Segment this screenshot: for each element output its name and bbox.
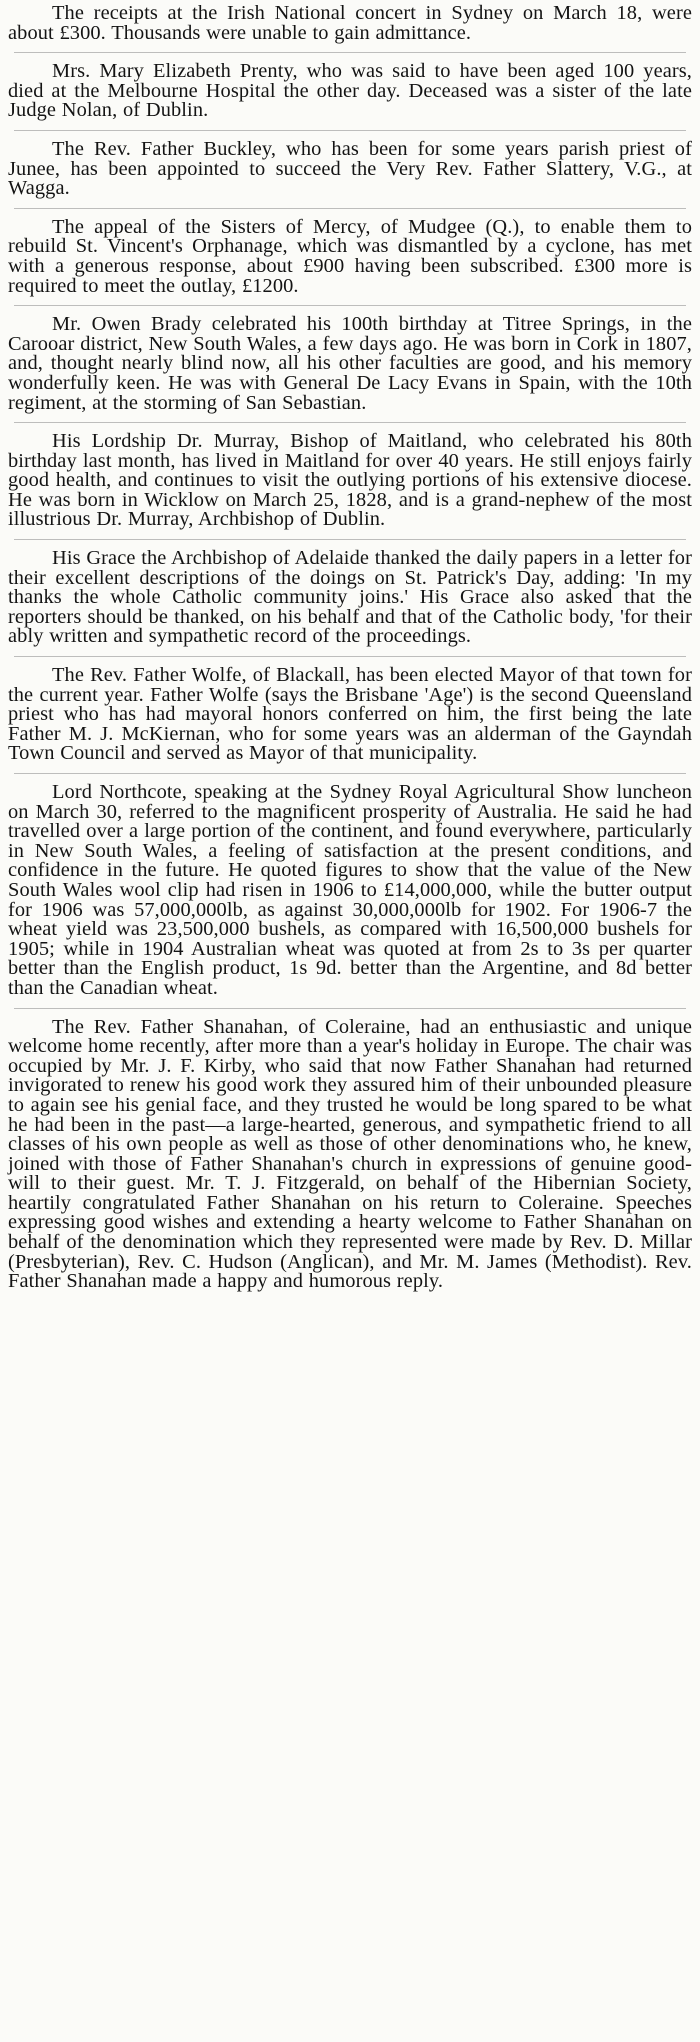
column-divider (14, 539, 686, 540)
column-divider (14, 305, 686, 306)
column-divider (14, 1008, 686, 1009)
news-item-shanahan-welcome: The Rev. Father Shanahan, of Coleraine, had an enthusiastic and unique welcome home recently, after more than a year's holiday in Europe. The chair was occupied by Mr. J. F. Kirby, who said that now Father Shanahan had returned invigorated to renew his good work they assured him of their unbounded pleasure to again see his genial face, and they trusted he would be long spared to be what he had been in the past—a large-hearted, generous, and sympathetic friend to all classes of his own people as well as those of other denominations who, he knew, joined with those of Father Shanahan's church in expressions of genuine good-will to their guest. Mr. T. J. Fitzgerald, on behalf of the Hibernian Society, heartily congratulated Father Shanahan on his return to Coleraine. Speeches expressing good wishes and extending a hearty welcome to Father Shanahan on behalf of the denomination which they represented were made by Rev. D. Millar (Presbyterian), Rev. C. Hudson (Anglican), and Mr. M. James (Methodist). Rev. Father Shanahan made a happy and humorous reply. (8, 1015, 692, 1293)
column-divider (14, 130, 686, 131)
news-item-archbishop-adelaide: His Grace the Archbishop of Adelaide thanked the daily papers in a letter for their excellent descriptions of the doings on St. Patrick's Day, adding: 'In my thanks the whole Catholic community joins.' His Grace also asked that the reporters should be thanked, on his behalf and that of the Catholic body, 'for their ably written and sympathetic record of the proceedings. (8, 547, 692, 648)
news-item-irish-concert: The receipts at the Irish National concert in Sydney on March 18, were about £300. Thousands were unable to gain admittance. (8, 2, 692, 44)
column-divider (14, 208, 686, 209)
column-divider (14, 52, 686, 53)
column-divider (14, 422, 686, 423)
news-item-father-wolfe-mayor: The Rev. Father Wolfe, of Blackall, has been elected Mayor of that town for the current year. Father Wolfe (says the Brisbane 'Age') is the second Queensland priest who has had mayoral honors conferred on him, the first being the late Father M. J. McKiernan, who for some years was an alderman of the Gayndah Town Council and served as Mayor of that municipality. (8, 664, 692, 765)
news-item-mudgee-orphanage: The appeal of the Sisters of Mercy, of Mudgee (Q.), to enable them to rebuild St. Vincent's Orphanage, which was dismantled by a cyclone, has met with a generous response, about £900 having been subscribed. £300 more is required to meet the outlay, £1200. (8, 215, 692, 297)
news-item-brady-birthday: Mr. Owen Brady celebrated his 100th birthday at Titree Springs, in the Carooar district, New South Wales, a few days ago. He was born in Cork in 1807, and, thought nearly blind now, all his other faculties are good, and his memory wonderfully keen. He was with General De Lacy Evans in Spain, with the 10th regiment, at the storming of San Sebastian. (8, 313, 692, 414)
news-item-northcote-speech: Lord Northcote, speaking at the Sydney Royal Agricultural Show luncheon on March 30, referred to the magnificent prosperity of Australia. He said he had travelled over a large portion of the continent, and found everywhere, particularly in New South Wales, a feeling of satisfaction at the present conditions, and confidence in the future. He quoted figures to show that the value of the New South Wales wool clip had risen in 1906 to £14,000,000, while the butter output for 1906 was 57,000,000lb, as against 30,000,000lb for 1902. For 1906-7 the wheat yield was 23,500,000 bushels, as compared with 16,500,000 bushels for 1905; while in 1904 Australian wheat was quoted at from 2s to 3s per quarter better than the English product, 1s 9d. better than the Argentine, and 8d better than the Canadian wheat. (8, 781, 692, 999)
column-divider (14, 656, 686, 657)
news-item-bishop-murray: His Lordship Dr. Murray, Bishop of Maitland, who celebrated his 80th birthday last month, has lived in Maitland for over 40 years. He still enjoys fairly good health, and continues to visit the outlying portions of his extensive diocese. He was born in Wicklow on March 25, 1828, and is a grand-nephew of the most illustrious Dr. Murray, Archbishop of Dublin. (8, 430, 692, 531)
news-item-prenty-death: Mrs. Mary Elizabeth Prenty, who was said to have been aged 100 years, died at the Melbourne Hospital the other day. Deceased was a sister of the late Judge Nolan, of Dublin. (8, 60, 692, 122)
news-item-buckley-appointment: The Rev. Father Buckley, who has been for some years parish priest of Junee, has been appointed to succeed the Very Rev. Father Slattery, V.G., at Wagga. (8, 137, 692, 200)
column-divider (14, 773, 686, 774)
